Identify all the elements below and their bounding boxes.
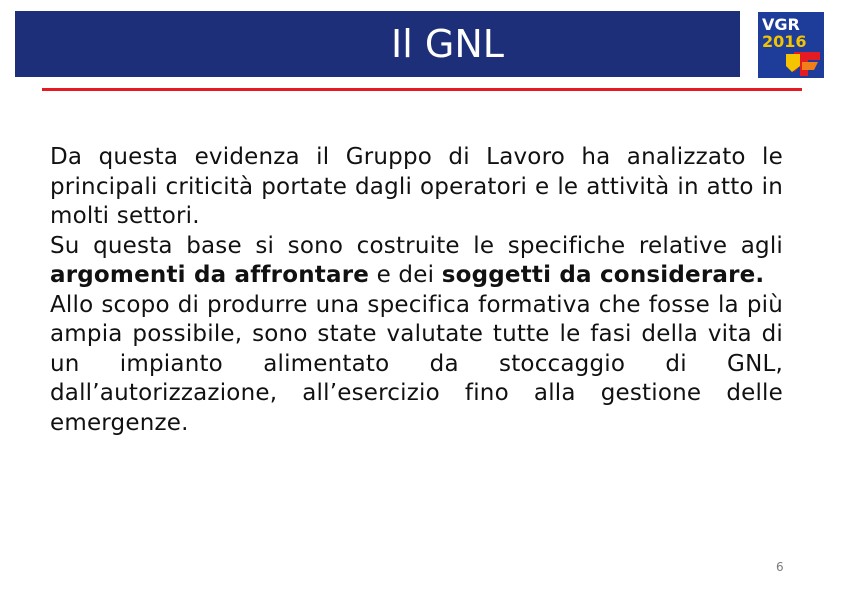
- logo-line2: 2016: [762, 32, 807, 51]
- slide-body: [50, 143, 783, 438]
- title-divider: [42, 88, 802, 91]
- paragraph-2-text-a: Su questa base si sono costruite le specifiche relative agli: [50, 232, 783, 259]
- title-bar: [15, 11, 740, 77]
- paragraph-1: Da questa evidenza il Gruppo di Lavoro ha analizzato le principali criticità portate dagli operatori e le attività in atto in molti settori.: [50, 144, 783, 229]
- slide-title: Il GNL: [391, 22, 504, 66]
- paragraph-2-text-b: e dei: [369, 262, 442, 288]
- paragraph-2-bold-a: argomenti da affrontare: [50, 262, 370, 288]
- paragraph-2-bold-b: soggetti da considerare.: [441, 262, 765, 288]
- paragraph-2: [50, 232, 783, 291]
- logo-line1: VGR: [762, 15, 800, 34]
- page-number: 6: [776, 560, 784, 574]
- vgr-logo: [756, 10, 826, 80]
- paragraph-3: Allo scopo di produrre una specifica formativa che fosse la più ampia possibile, sono state valutate tutte le fasi della vita di un impianto alimentato da stoccaggio di GNL, dall’autorizzazione, all’esercizio fino alla gestione delle emergenze.: [50, 291, 783, 436]
